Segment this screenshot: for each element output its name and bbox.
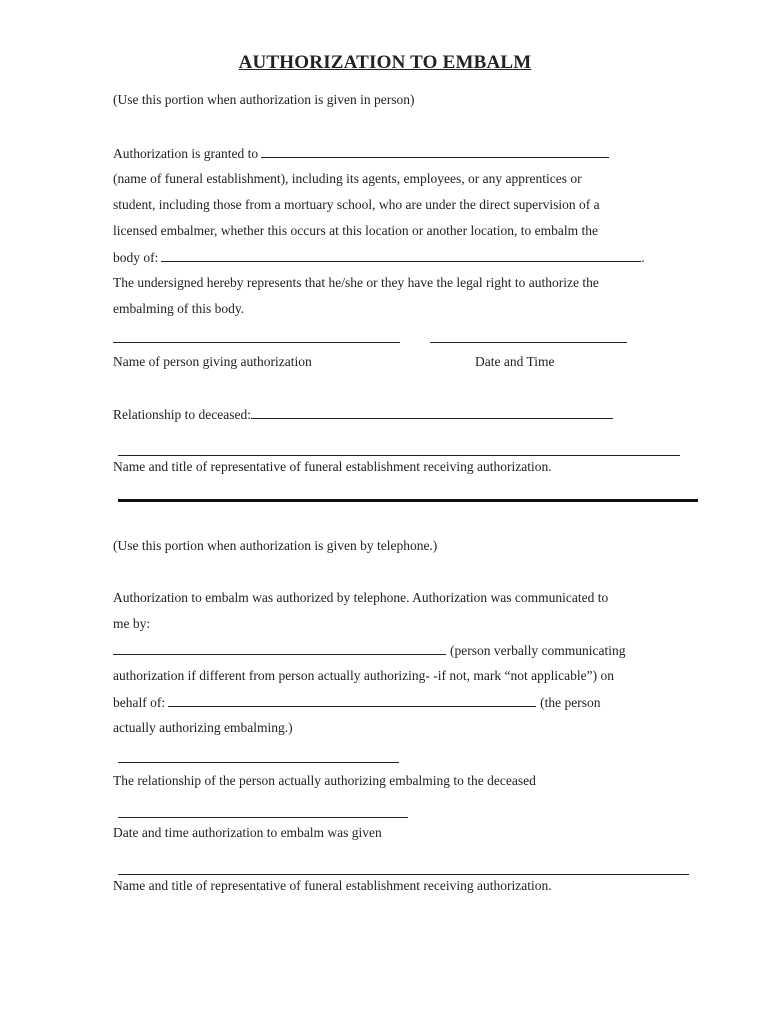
date-time-field[interactable] — [430, 342, 627, 343]
paragraph-line: licensed embalmer, whether this occurs at this location or another location, to embalm the — [113, 223, 598, 238]
page-title: AUTHORIZATION TO EMBALM — [238, 52, 532, 73]
representative-telephone-label: Name and title of representative of funeral establishment receiving authorization. — [113, 878, 552, 893]
telephone-line: Authorization to embalm was authorized by telephone. Authorization was communicated to — [113, 590, 609, 605]
telephone-note: (Use this portion when authorization is given by telephone.) — [113, 538, 438, 553]
date-time-label: Date and Time — [475, 354, 555, 369]
behalf-row — [113, 694, 600, 711]
relationship-row — [113, 406, 613, 423]
in-person-note: (Use this portion when authorization is given in person) — [113, 92, 415, 107]
paragraph-line: (name of funeral establishment), including its agents, employees, or any apprentices or — [113, 171, 582, 186]
behalf-of-field[interactable] — [168, 694, 536, 707]
funeral-establishment-field[interactable] — [261, 145, 609, 158]
represent-line: embalming of this body. — [113, 301, 245, 316]
represent-line: The undersigned hereby represents that he/she or they have the legal right to authorize the — [113, 275, 599, 290]
body-of-label: body of: — [113, 250, 159, 265]
datetime-telephone-field[interactable] — [118, 817, 408, 818]
behalf-of-label: behalf of: — [113, 695, 166, 710]
relationship-field[interactable] — [251, 406, 613, 419]
representative-telephone-field[interactable] — [118, 874, 689, 875]
section-divider — [118, 499, 698, 502]
representative-label: Name and title of representative of funeral establishment receiving authorization. — [113, 459, 552, 474]
body-of-period: . — [641, 250, 645, 265]
the-person-label: (the person — [540, 695, 601, 710]
datetime-telephone-label: Date and time authorization to embalm was given — [113, 825, 382, 840]
granted-to-label: Authorization is granted to — [113, 146, 259, 161]
granted-to-row — [113, 145, 609, 162]
verbal-person-field[interactable] — [113, 642, 446, 655]
relationship-telephone-field[interactable] — [118, 762, 399, 763]
paragraph-line: student, including those from a mortuary school, who are under the direct supervision of a — [113, 197, 600, 212]
telephone-line: authorization if different from person actually authorizing- -if not, mark “not applicable”) on — [113, 668, 614, 683]
verbal-row — [113, 642, 625, 659]
relationship-telephone-label: The relationship of the person actually authorizing embalming to the deceased — [113, 773, 536, 788]
name-giving-authorization-label: Name of person giving authorization — [113, 354, 312, 369]
relationship-label: Relationship to deceased: — [113, 407, 251, 422]
representative-field[interactable] — [118, 455, 680, 456]
signature-field[interactable] — [113, 342, 400, 343]
person-verbal-label: (person verbally communicating — [450, 643, 626, 658]
body-of-field[interactable] — [161, 249, 641, 262]
telephone-line: actually authorizing embalming.) — [113, 720, 293, 735]
body-of-row — [113, 249, 645, 266]
telephone-line: me by: — [113, 616, 151, 631]
